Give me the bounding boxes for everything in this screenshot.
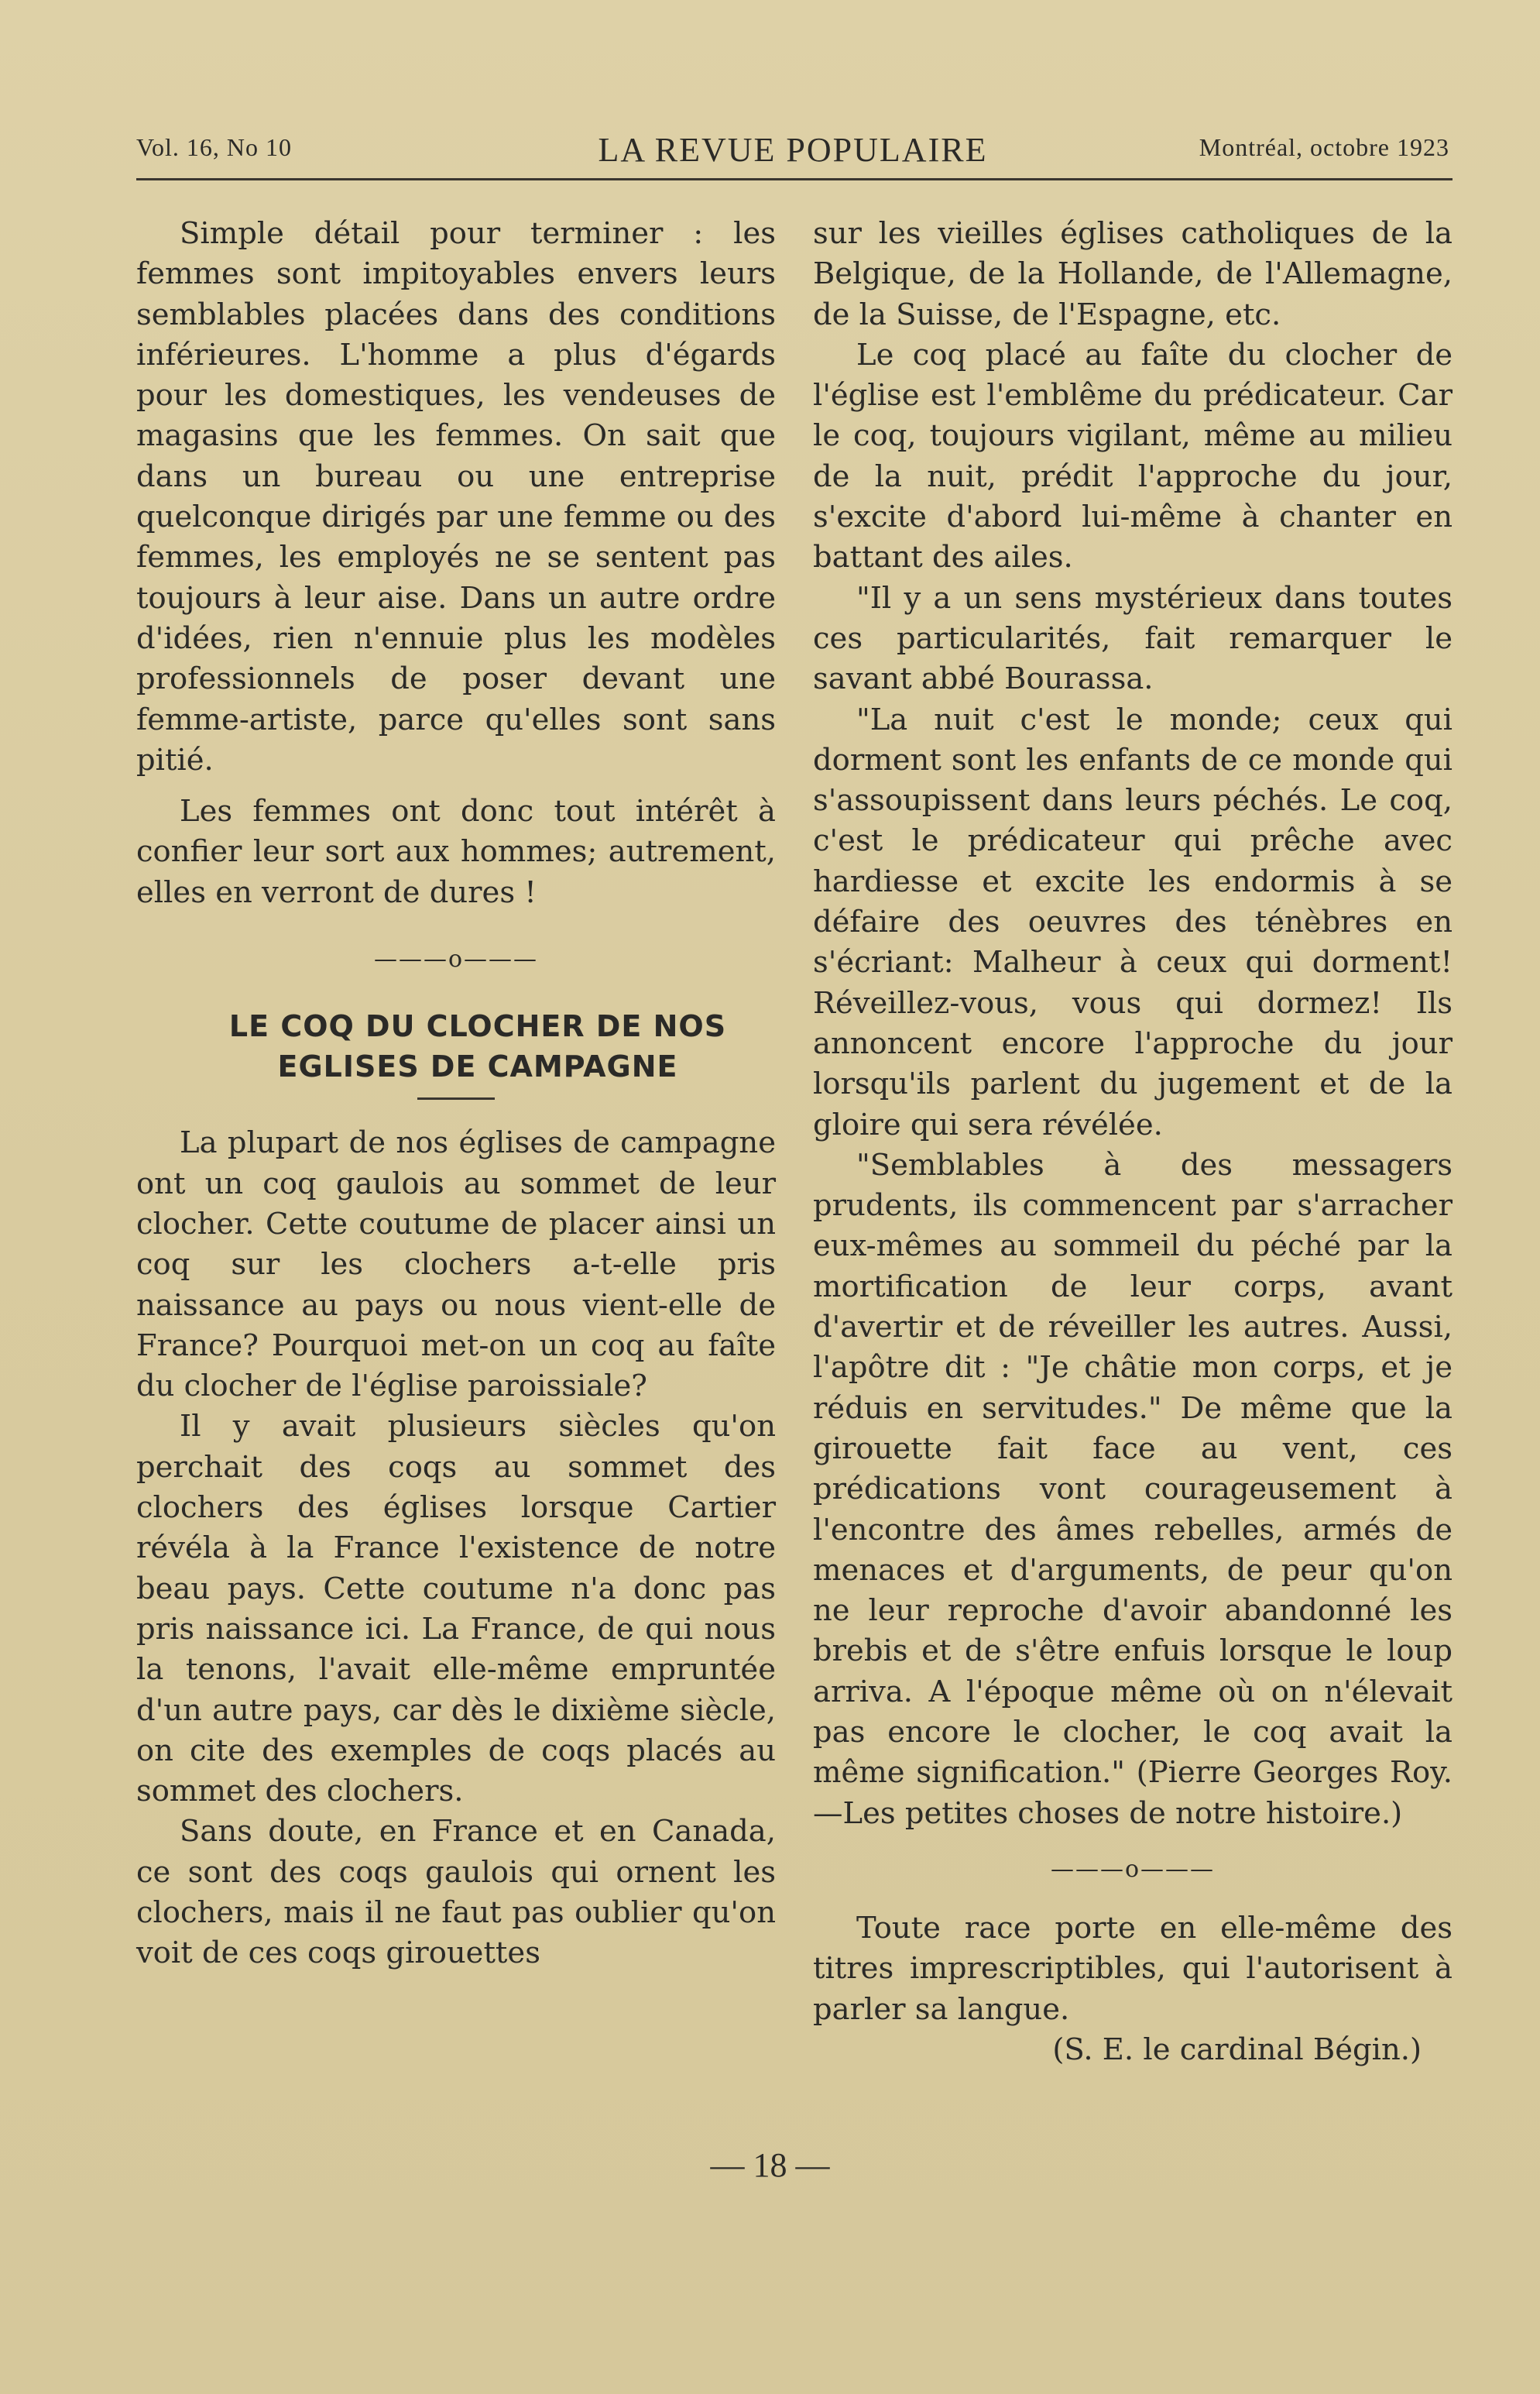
page-number: — 18 —: [710, 2146, 830, 2184]
section-separator: ———o———: [1050, 1855, 1216, 1883]
issue-date: Montréal, octobre 1923: [1199, 133, 1449, 161]
quote-paragraph: Toute race porte en elle-même des titres imprescriptibles, qui l'autorisent à parler sa langue.: [813, 1911, 1453, 2027]
paragraph: "Il y a un sens mystérieux dans toutes ces particularités, fait remarquer le savant abbé Bourassa.: [813, 580, 1453, 697]
header-rule: [136, 178, 1453, 180]
paragraph: Le coq placé au faîte du clocher de l'église est l'emblême du prédicateur. Car le coq, toujours vigilant, même au milieu de la nuit, prédit l'approche du jour, s'excite d'abord lui-même à chanter en battant des ailes.: [813, 337, 1453, 575]
volume-number: Vol. 16, No 10: [136, 133, 292, 161]
paragraph: Simple détail pour terminer : les femmes sont impitoyables envers leurs semblables placées dans des conditions inférieures. L'homme a plus d'égards pour les domestiques, les vendeuses de magasins que les femmes. On sait que dans un bureau ou une entreprise quelconque dirigés par une femme ou des femmes, les employés ne se sentent pas toujours à leur aise. Dans un autre ordre d'idées, rien n'ennuie plus les modèles professionnels de poser devant une femme-artiste, parce qu'elles sont sans pitié.: [136, 216, 776, 778]
page-header: [136, 130, 1449, 167]
paragraph: La plupart de nos églises de campagne ont un coq gaulois au sommet de leur clocher. Cette coutume de placer ainsi un coq sur les clochers a-t-elle pris naissance au pays ou nous vient-elle de France? Pourquoi met-on un coq au faîte du clocher de l'église paroissiale?: [136, 1125, 776, 1404]
paragraph: "Semblables à des messagers prudents, ils commencent par s'arracher eux-mêmes au sommeil du péché par la mortification de leur corps, avant d'avertir et de réveiller les autres. Aussi, l'apôtre dit : "Je châtie mon corps, et je réduis en servitudes." De même que la girouette fait face au vent, ces prédications vont courageusement à l'encontre des âmes rebelles, armés de menaces et d'arguments, de peur qu'on ne leur reproche d'avoir abandonné les brebis et de s'être enfuis lorsque le loup arriva. A l'époque même où on n'élevait pas encore le clocher, le coq avait la même signification." (Pierre Georges Roy.—Les petites choses de notre histoire.): [813, 1147, 1453, 1831]
publication-title: LA REVUE POPULAIRE: [598, 131, 988, 169]
article-headline-line1: LE COQ DU CLOCHER DE NOS: [228, 1009, 727, 1044]
paragraph: sur les vieilles églises catholiques de la Belgique, de la Hollande, de l'Allemagne, de la Suisse, de l'Espagne, etc.: [813, 216, 1453, 332]
paragraph: Sans doute, en France et en Canada, ce sont des coqs gaulois qui ornent les clochers, mais il ne faut pas oublier qu'on voit de ces coqs girouettes: [136, 1814, 776, 1971]
paragraph: Il y avait plusieurs siècles qu'on perchait des coqs au sommet des clochers des églises lorsque Cartier révéla à la France l'existence de notre beau pays. Cette coutume n'a donc pas pris naissance ici. La France, de qui nous la tenons, l'avait elle-même empruntée d'un autre pays, car dès le dixième siècle, on cite des exemples de coqs placés au sommet des clochers.: [136, 1409, 776, 1809]
paragraph: Les femmes ont donc tout intérêt à confier leur sort aux hommes; autrement, elles en verront de dures !: [136, 794, 776, 910]
paragraph: "La nuit c'est le monde; ceux qui dorment sont les enfants de ce monde qui s'assoupissent dans leurs péchés. Le coq, c'est le prédicateur qui prêche avec hardiesse et excite les endormis à se défaire des oeuvres des ténèbres en s'écriant: Malheur à ceux qui dorment! Réveillez-vous, vous qui dormez! Ils annoncent encore l'approche du jour lorsqu'ils parlent du jugement et de la gloire qui sera révélée.: [813, 702, 1453, 1142]
quote-attribution: (S. E. le cardinal Bégin.): [1052, 2032, 1422, 2068]
left-column: [136, 214, 776, 1974]
right-column: [813, 214, 1453, 2070]
article-headline-line2: EGLISES DE CAMPAGNE: [277, 1049, 678, 1084]
headline-rule: [417, 1097, 495, 1100]
section-separator: ———o———: [373, 946, 539, 974]
